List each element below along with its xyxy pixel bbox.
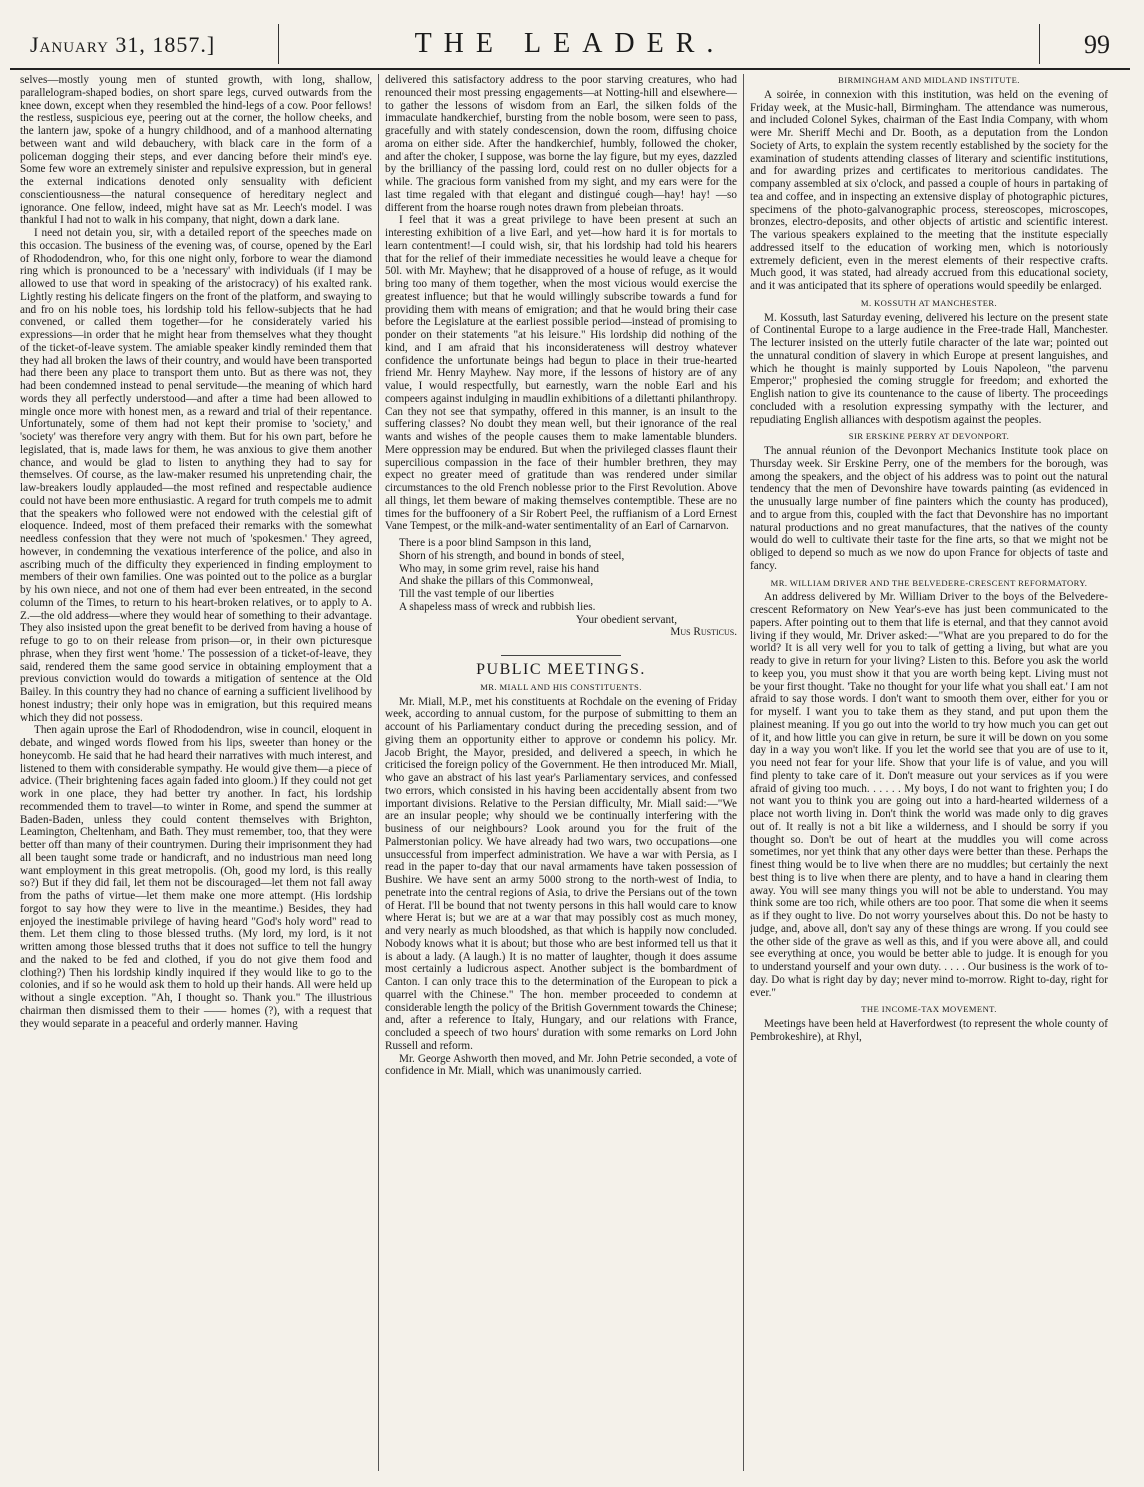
column-divider [378, 74, 379, 1471]
letter-paragraph: selves—mostly young men of stunted growth, with long, shallow, parallelogram-shaped bodies, on short spare legs, curved outwards from the knee down, except when they resembled the hind-legs of a cow. Poor fellows! the restless, suspicious eye, peering out at the corner, the hollow cheeks, and the lantern jaw, spoke of a hungry childhood, and of a manhood alternating between want and wild debauchery, with black care in the form of a policeman dogging their steps, and ever dancing before their mind's eye. Some few wore an extremely sinister and repulsive expression, but in general the external indications denoted only sensuality with deficient conscientiousness—the natural consequence of hereditary neglect and ignorance. One fellow, indeed, might have sat as Mr. Leech's model. I was thankful I had not to walk in his company, that night, down a dark lane. [20, 74, 372, 227]
letter-paragraph: Then again uprose the Earl of Rhododendron, wise in council, eloquent in debate, and winged words flowed from his lips, sweeter than honey or the honeycomb. He said that he had heard their narratives with much interest, and listened to them with considerable sympathy. He would give them—a piece of advice. (Their brightening faces again faded into gloom.) If they could not get work in one place, they had better try another. In fact, his lordship recommended them to travel—to winter in Rome, and spend the summer at Baden-Baden, unless they could content themselves with Brighton, Leamington, Cheltenham, and Bath. They must remember, too, that they were better off than many of their countrymen. During their imprisonment they had all been taught some trade or handicraft, and no industrious man need long want employment in this great metropolis. (Oh, good my lord, is this really so?) But if they did fail, let them not be discouraged—let them not fall away from the paths of virtue—let them make one more attempt. (His lordship forgot to say how they were to live in the meantime.) Besides, they had enjoyed the inestimable privilege of having heard "God's holy word" read to them. Let them cling to those blessed truths. (My lord, my lord, is it not written among those blessed truths that it does not suffice to tell the hungry and the naked to be fed and clothed, if you do not give them food and clothing?) Then his lordship kindly inquired if they would like to go to the colonies, and if so he would ask them to hold up their hands. All were held up without a single exception. "Ah, I thought so. Thank you." The illustrious chairman then dismissed them to their —— homes (?), with a request that they would separate in a peaceful and orderly manner. Having [20, 724, 372, 1030]
page-number: 99 [1084, 30, 1110, 59]
article-paragraph: An address delivered by Mr. William Driver to the boys of the Belvedere-crescent Reformatory on New Year's-eve has just been communicated to the papers. After pointing out to them that life is eternal, and that they cannot avoid living if they would, Mr. Driver asked:—"What are you prepared to do for the world? It is all very well for you to talk of getting a living, but what are you ready to give in return for your living? Listen to this. Before you ask the world to keep you, you must show it that you are worth being kept. Living must not be your first thought. 'Take no thought for your life what you shall eat.' I am not afraid to say those words. I don't want to smooth them over, either for you or for myself. I want you to take them as they stand, and put upon them the plainest meaning. If you go out into the world to try how much you can get out of it, and how little you can give in return, be sure it will be down on you some day in a way you won't like. If you let the world see that you are of use to it, you need not fear for your life. Show that your life is of value, and you will find plenty to take care of it. Don't measure out your services as if you were afraid of giving too much. . . . . . My boys, I do not want to frighten you; I do not want you to think you are going out into a hard-hearted wilderness of a place not worth living in. Don't think the world was made only to dig graves out of. It really is not a bit like a wilderness, and I should be sorry if you thought so. Don't be out of heart at the muddles you will come across sometimes, nor yet think that any other days were better than these. Perhaps the finest thing would be to live when there are no muddles; but certainly the next best thing is to live when there are plenty, and to have a hand in clearing them away. You will see many things you will not be able to understand. You may think some are too rich, while others are too poor. That some die when it seems as if they ought to live. Do not worry yourselves about this. Do not be hasty to judge, and, above all, don't say any of these things are wrong. If you could see the other side of the grave as well as this, and if you were above all, and could see everything at once, you would be better able to judge. It is enough for you to understand yourself and your own duty. . . . . Our business is the work of to-day. Do what is right day by day; never mind to-morrow. Right to-day, right for ever." [750, 591, 1108, 999]
article-paragraph: Meetings have been held at Haverfordwest (to represent the whole county of Pembrokeshire), at Rhyl, [750, 1018, 1108, 1043]
section-rule [501, 655, 621, 656]
letter-paragraph: I feel that it was a great privilege to have been present at such an interesting exhibition of a live Earl, and yet—how hard it is for mortals to learn contentment!—I could wish, sir, that his lordship had told his hearers that for the relief of their immediate necessities he would leave a cheque for 50l. with Mr. Mayhew; that he disapproved of a house of refuge, as it would bring too many of them together, when the most vicious would exercise the greatest influence; but that he would willingly subscribe towards a fund for providing them with means of emigration; and that he would bring their case before the Legislature at the earliest possible period—instead of promising to ponder on their statements "at his leisure." His lordship did nothing of the kind, and I am afraid that his inconsiderateness will destroy whatever confidence the unfortunate beings had begun to place in their true-hearted friend Mr. Henry Mayhew. Nay more, if the lessons of history are of any value, I would respectfully, but earnestly, warn the noble Earl and his compeers against indulging in maudlin exhibitions of a dilettanti philanthropy. Can they not see that sympathy, offered in this manner, is an insult to the suffering classes? No doubt they mean well, but their ignorance of the real wants and wishes of the people causes them to make lamentable blunders. Mere oppression may be endured. But when the privileged classes flaunt their supercilious compassion in the face of their humbler brethren, they may expect no greater meed of gratitude than was rendered under similar circumstances to the old French noblesse prior to the First Revolution. Above all things, let them beware of making themselves contemptible. These are no times for the buffoonery of a Sir Robert Peel, the ruffianism of a Lord Ernest Vane Tempest, or the milk-and-water sentimentality of an Earl of Carnarvon. [385, 214, 737, 533]
article-heading: M. KOSSUTH AT MANCHESTER. [860, 297, 998, 308]
article-paragraph: M. Kossuth, last Saturday evening, delivered his lecture on the present state of Continental Europe to a large audience in the Free-trade Hall, Manchester. The lecturer insisted on the utterly futile character of the late war; pointed out the unnatural condition of slavery in which Europe at present languishes, and which he thought is mainly supported by Louis Napoleon, "the parvenu Emperor;" prophesied the coming struggle for freedom; and exhorted the English nation to give its countenance to the cause of liberty. The proceedings concluded with a resolution expressing sympathy with the lecturer, and repudiating English alliances with despotism against the peoples. [750, 311, 1108, 426]
article-paragraph: Mr. George Ashworth then moved, and Mr. John Petrie seconded, a vote of confidence in Mr. Miall, which was unanimously carried. [385, 1052, 737, 1078]
signature: Mus Rusticus. [670, 626, 737, 639]
column-1 [20, 74, 372, 1471]
poem-line: Shorn of his strength, and bound in bonds of steel, [399, 549, 625, 562]
column-divider [743, 74, 744, 1471]
article-heading: SIR ERSKINE PERRY AT DEVONPORT. [848, 431, 1010, 442]
article-paragraph: The annual réunion of the Devonport Mechanics Institute took place on Thursday week. Sir Erskine Perry, one of the members for the borough, was among the speakers, and the object of his address was to point out the natural tendency that the men of Devonshire have towards painting (as evidenced in the unusually large number of fine painters which the county has produced), and to argue from this, coupled with the fact that Devonshire has no important natural productions and no great manufactures, that the natives of the county would do well to cultivate their taste for the fine arts, so that we might not be obliged to depend so much as we now do upon France for objects of taste and fancy. [750, 445, 1108, 572]
article-heading: MR. WILLIAM DRIVER AND THE BELVEDERE-CRESCENT REFORMATORY. [770, 577, 1088, 588]
article-heading: MR. MIALL AND HIS CONSTITUENTS. [480, 681, 642, 692]
column-2 [385, 74, 737, 1471]
closing: Your obedient servant, [575, 613, 677, 626]
letter-paragraph: I need not detain you, sir, with a detailed report of the speeches made on this occasion. The business of the evening was, of course, opened by the Earl of Rhododendron, who, for this one night only, forbore to wear the diamond ring which is pronounced to be a 'necessary' with individuals (if I may be allowed to use that word in speaking of the aristocracy) of his exalted rank. Lightly resting his delicate fingers on the front of the platform, and swaying to and fro on his noble toes, his lordship told his fellow-subjects that he had convened, or called them together—for he considerately varied his expressions—in order that he might hear from themselves what they thought of the ticket-of-leave system. The amiable speaker kindly reminded them that they had all broken the laws of their country, and would have been transported had there been any place to transport them unto. But as there was not, they had been condemned instead to penal servitude—the meaning of which hard words they all perfectly understood—and after a time had been allowed to mingle once more with honest men, as a reward and trial of their repentance. Unfortunately, some of them had not kept their promise to 'society,' and 'society' was therefore very angry with them. But for his own part, before he legislated, that is, made laws for them, he was anxious to give them another chance, and would be glad to listen to anything they had to say for themselves. Of course, as the law-maker resumed his unpretending chair, the law-breakers loudly applauded—the most refined and respectable audience could not have been more enthusiastic. A regard for truth compels me to admit that the speakers who followed were not endowed with the celestial gift of eloquence. Indeed, most of them prefaced their remarks with the somewhat needless confession that they were not much of 'spokesmen.' They agreed, however, in condemning the vexatious interference of the police, and also in ascribing much of the difficulty they experienced in finding employment to members of their own families. One was pointed out to the police as a burglar by his own niece, and not one of them had ever been entreated, in the second column of the Times, to return to his heart-broken relatives, or to apply to A. Z.—the old address—where they would hear of something to their advantage. They also insisted upon the great benefit to be derived from having a house of refuge to go to on their release from prison—or, in their own picturesque phrase, when they first went 'home.' The possession of a ticket-of-leave, they said, rendered them the same good service in obtaining employment that a previous conviction would do towards a mitigation of sentence at the Old Bailey. In this country they had no chance of earning a sufficient livelihood by honest industry; their only hope was in emigration, but this required means which they did not possess. [20, 227, 372, 724]
column-3 [750, 74, 1108, 1471]
poem-line: Who may, in some grim revel, raise his hand [399, 562, 599, 575]
article-paragraph: Mr. Miall, M.P., met his constituents at Rochdale on the evening of Friday week, according to annual custom, for the purpose of submitting to them an account of his Parliamentary conduct during the preceding session, and of giving them an opportunity either to approve or condemn his policy. Mr. Jacob Bright, the Mayor, presided, and delivered a speech, in which he criticised the foreign policy of the Government. He then introduced Mr. Miall, who gave an abstract of his last year's Parliamentary services, and confessed two errors, which consisted in his having been accidentally absent from two important divisions. Relative to the Persian difficulty, Mr. Miall said:—"We are an insular people; why should we be continually interfering with the business of our neighbours? Look around you for the fruit of the Palmerstonian policy. We have already had two wars, two occupations—one unsuccessful from imperfect administration. We have a war with Persia, as I read in the paper to-day that our naval armaments have taken possession of Bushire. We have sent an army 5000 strong to the north-west of India, to penetrate into the central regions of Asia, to drive the Persians out of the town of Herat. I'll be bound that not twenty persons in this hall would care to know where Herat is; but we are at a war that may possibly cost as much money, and very nearly as much bloodshed, as that which is happily now concluded. Nobody knows what it is about; but those who are best informed tell us that it is about a lady. (A laugh.) It is no matter of laughter, though it does assume most certainly a ludicrous aspect. Another subject is the bombardment of Canton. I can only trace this to the determination of the European to pick a quarrel with the Chinese." The hon. member proceeded to condemn at considerable length the policy of the British Government towards the Chinese; and, after a reference to Italy, Hungary, and our relations with France, concluded a speech of two hours' duration with some remarks on Lord John Russell and reform. [385, 695, 737, 1052]
poem-line: Till the vast temple of our liberties [399, 588, 554, 600]
article-heading: THE INCOME-TAX MOVEMENT. [861, 1004, 997, 1015]
poem [399, 537, 737, 614]
newspaper-title: THE LEADER. [414, 28, 726, 59]
masthead [10, 20, 1130, 70]
section-title: PUBLIC MEETINGS. [476, 661, 646, 678]
poem-line: And shake the pillars of this Commonweal, [399, 575, 594, 588]
poem-line: There is a poor blind Sampson in this land, [399, 537, 592, 549]
poem-line: A shapeless mass of wreck and rubbish lies. [399, 600, 596, 613]
issue-date: January 31, 1857.] [30, 32, 216, 57]
masthead-divider [1039, 24, 1040, 64]
article-paragraph: A soirée, in connexion with this institution, was held on the evening of Friday week, at the Music-hall, Birmingham. The attendance was numerous, and included Colonel Sykes, chairman of the East India Company, with whom were Mr. Sheriff Mechi and Dr. Booth, as a deputation from the London Society of Arts, to explain the system recently established by the society for the examination of students attending classes of literary and scientific institutions, and for awarding prizes and certificates to meritorious candidates. The company assembled at six o'clock, and passed a couple of hours in partaking of tea and coffee, and in inspecting an extensive display of photographic pictures, specimens of the photo-galvanographic process, stereoscopes, microscopes, bronzes, electro-deposits, and other objects of artistic and scientific interest. The various speakers explained to the meeting that the institute especially addressed itself to the education of working men, which is notoriously extremely deficient, even in the merest elements of their respective crafts. Much good, it was stated, had already accrued from this educational society, and it was anticipated that its sphere of operations would speedily be enlarged. [750, 88, 1108, 292]
letter-paragraph: delivered this satisfactory address to the poor starving creatures, who had renounced their most pressing engagements—at Notting-hill and elsewhere—to gather the lessons of wisdom from an Earl, the silken folds of the immaculate handkerchief, bursting from the noble bosom, were seen to pass, gracefully and with stately condescension, down the room, diffusing choice aroma on either side. After the handkerchief, humbly, followed the choker, and after the choker, I suppose, was borne the lay figure, but my eyes, dazzled by the brilliancy of the passing lord, could rest on no duller objects for a while. The gracious form vanished from my sight, and my ears were for the last time regaled with that elegant and distingué cough—hay! hay! —so different from the hoarse rough notes drawn from plebeian throats. [385, 74, 737, 214]
article-heading: BIRMINGHAM AND MIDLAND INSTITUTE. [838, 75, 1020, 85]
